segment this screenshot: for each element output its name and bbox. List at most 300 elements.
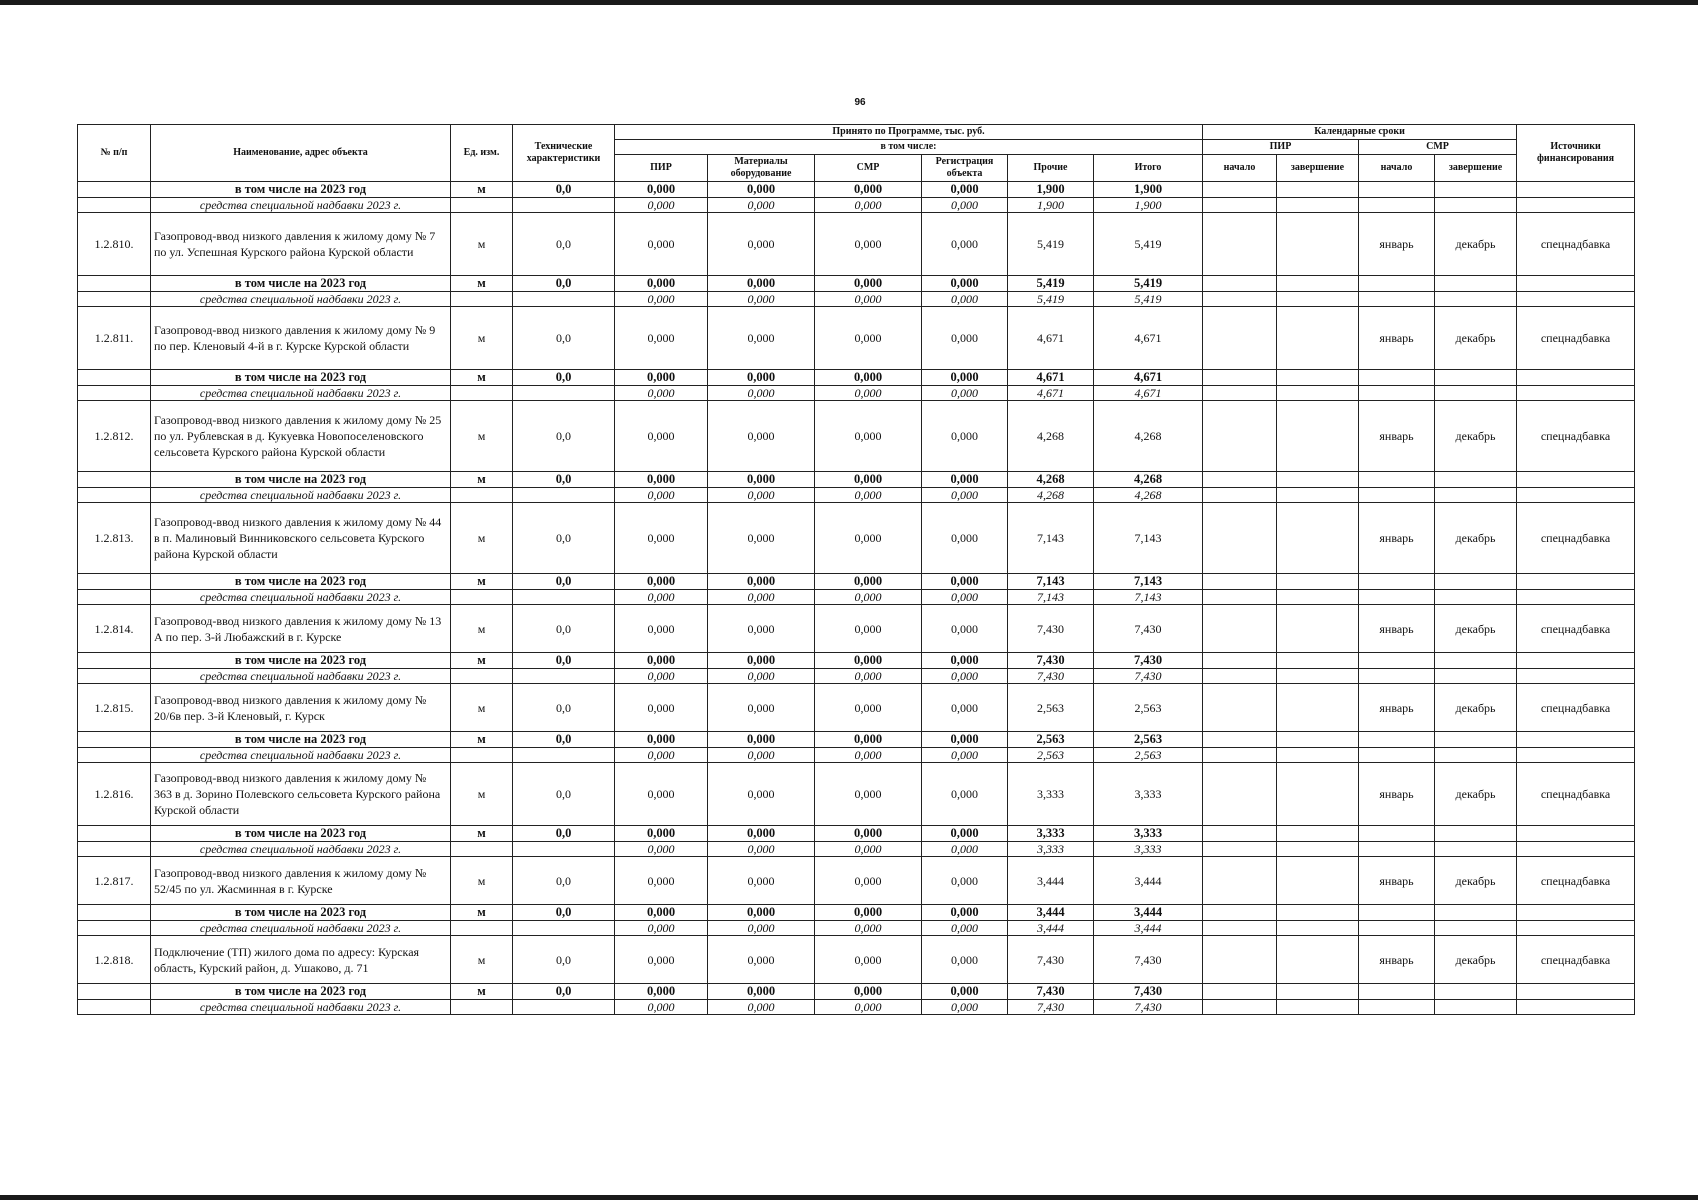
empty-cell bbox=[1517, 1000, 1635, 1015]
empty-cell bbox=[1359, 488, 1435, 503]
smr-end-cell: декабрь bbox=[1435, 213, 1517, 276]
year-subtotal-row bbox=[78, 905, 1635, 921]
smr-cell: 0,000 bbox=[815, 401, 922, 472]
row-number bbox=[78, 472, 151, 488]
empty-cell bbox=[1359, 653, 1435, 669]
total-cell: 3,333 bbox=[1094, 763, 1203, 826]
smr-end-cell: декабрь bbox=[1435, 857, 1517, 905]
row-number bbox=[78, 826, 151, 842]
empty-cell bbox=[1517, 182, 1635, 198]
pir-cell: 0,000 bbox=[615, 763, 708, 826]
header-name: Наименование, адрес объекта bbox=[151, 125, 451, 182]
pir-cell: 0,000 bbox=[615, 732, 708, 748]
total-cell: 7,430 bbox=[1094, 653, 1203, 669]
total-cell: 4,268 bbox=[1094, 401, 1203, 472]
object-name: Газопровод-ввод низкого давления к жилому дому № 363 в д. Зорино Полевского сельсовета Курского района Курской области bbox=[151, 763, 451, 826]
subtotal-label: в том числе на 2023 год bbox=[151, 370, 451, 386]
other-cell: 5,419 bbox=[1008, 292, 1094, 307]
registration-cell: 0,000 bbox=[922, 370, 1008, 386]
surcharge-label: средства специальной надбавки 2023 г. bbox=[151, 669, 451, 684]
empty-cell bbox=[1517, 732, 1635, 748]
scan-top-edge bbox=[0, 0, 1698, 5]
tech-cell: 0,0 bbox=[513, 276, 615, 292]
empty-cell bbox=[1435, 921, 1517, 936]
empty-cell bbox=[1203, 472, 1277, 488]
unit-cell: м bbox=[451, 732, 513, 748]
row-number bbox=[78, 1000, 151, 1015]
smr-cell: 0,000 bbox=[815, 921, 922, 936]
smr-cell: 0,000 bbox=[815, 213, 922, 276]
empty-cell bbox=[1517, 386, 1635, 401]
source-cell: спецнадбавка bbox=[1517, 936, 1635, 984]
subtotal-label: в том числе на 2023 год bbox=[151, 574, 451, 590]
empty-cell bbox=[1435, 905, 1517, 921]
empty-cell bbox=[1435, 276, 1517, 292]
other-cell: 5,419 bbox=[1008, 213, 1094, 276]
empty-cell bbox=[1203, 653, 1277, 669]
tech-cell: 0,0 bbox=[513, 857, 615, 905]
empty-cell bbox=[1359, 292, 1435, 307]
subtotal-label: в том числе на 2023 год bbox=[151, 472, 451, 488]
row-number bbox=[78, 276, 151, 292]
empty-cell bbox=[1517, 669, 1635, 684]
pir-cell: 0,000 bbox=[615, 684, 708, 732]
materials-cell: 0,000 bbox=[708, 905, 815, 921]
empty-cell bbox=[1359, 984, 1435, 1000]
unit-cell bbox=[451, 669, 513, 684]
empty-cell bbox=[1435, 198, 1517, 213]
materials-cell: 0,000 bbox=[708, 386, 815, 401]
registration-cell: 0,000 bbox=[922, 213, 1008, 276]
pir-cell: 0,000 bbox=[615, 503, 708, 574]
unit-cell: м bbox=[451, 857, 513, 905]
smr-cell: 0,000 bbox=[815, 198, 922, 213]
smr-cell: 0,000 bbox=[815, 653, 922, 669]
table-header bbox=[78, 125, 1635, 182]
pir-start-cell bbox=[1203, 213, 1277, 276]
header-unit: Ед. изм. bbox=[451, 125, 513, 182]
surcharge-label: средства специальной надбавки 2023 г. bbox=[151, 842, 451, 857]
special-surcharge-row bbox=[78, 590, 1635, 605]
unit-cell: м bbox=[451, 370, 513, 386]
smr-start-cell: январь bbox=[1359, 684, 1435, 732]
empty-cell bbox=[1203, 826, 1277, 842]
total-cell: 5,419 bbox=[1094, 276, 1203, 292]
empty-cell bbox=[1277, 472, 1359, 488]
tech-cell bbox=[513, 292, 615, 307]
header-pir-start: начало bbox=[1203, 155, 1277, 182]
special-surcharge-row bbox=[78, 488, 1635, 503]
special-surcharge-row bbox=[78, 198, 1635, 213]
tech-cell: 0,0 bbox=[513, 936, 615, 984]
other-cell: 2,563 bbox=[1008, 748, 1094, 763]
smr-cell: 0,000 bbox=[815, 276, 922, 292]
tech-cell: 0,0 bbox=[513, 905, 615, 921]
special-surcharge-row bbox=[78, 842, 1635, 857]
materials-cell: 0,000 bbox=[708, 574, 815, 590]
pir-cell: 0,000 bbox=[615, 1000, 708, 1015]
registration-cell: 0,000 bbox=[922, 605, 1008, 653]
object-name: Газопровод-ввод низкого давления к жилому дому № 25 по ул. Рублевская в д. Кукуевка Новопоселеновского сельсовета Курского района Курской области bbox=[151, 401, 451, 472]
object-row bbox=[78, 503, 1635, 574]
empty-cell bbox=[1277, 842, 1359, 857]
empty-cell bbox=[1517, 198, 1635, 213]
other-cell: 7,430 bbox=[1008, 669, 1094, 684]
registration-cell: 0,000 bbox=[922, 1000, 1008, 1015]
empty-cell bbox=[1517, 653, 1635, 669]
subtotal-label: в том числе на 2023 год bbox=[151, 826, 451, 842]
surcharge-label: средства специальной надбавки 2023 г. bbox=[151, 590, 451, 605]
smr-cell: 0,000 bbox=[815, 842, 922, 857]
empty-cell bbox=[1517, 472, 1635, 488]
row-number bbox=[78, 842, 151, 857]
empty-cell bbox=[1277, 669, 1359, 684]
tech-cell bbox=[513, 748, 615, 763]
pir-cell: 0,000 bbox=[615, 182, 708, 198]
other-cell: 3,333 bbox=[1008, 842, 1094, 857]
empty-cell bbox=[1435, 842, 1517, 857]
empty-cell bbox=[1203, 905, 1277, 921]
pir-cell: 0,000 bbox=[615, 292, 708, 307]
pir-end-cell bbox=[1277, 307, 1359, 370]
surcharge-label: средства специальной надбавки 2023 г. bbox=[151, 921, 451, 936]
total-cell: 7,143 bbox=[1094, 590, 1203, 605]
tech-cell: 0,0 bbox=[513, 574, 615, 590]
pir-cell: 0,000 bbox=[615, 936, 708, 984]
object-name: Газопровод-ввод низкого давления к жилому дому № 52/45 по ул. Жасминная в г. Курске bbox=[151, 857, 451, 905]
subtotal-label: в том числе на 2023 год bbox=[151, 984, 451, 1000]
year-subtotal-row bbox=[78, 574, 1635, 590]
pir-cell: 0,000 bbox=[615, 842, 708, 857]
smr-cell: 0,000 bbox=[815, 292, 922, 307]
empty-cell bbox=[1359, 842, 1435, 857]
empty-cell bbox=[1435, 732, 1517, 748]
special-surcharge-row bbox=[78, 1000, 1635, 1015]
pir-end-cell bbox=[1277, 503, 1359, 574]
header-cal-smr: СМР bbox=[1359, 140, 1517, 155]
total-cell: 4,671 bbox=[1094, 307, 1203, 370]
registration-cell: 0,000 bbox=[922, 732, 1008, 748]
object-name: Газопровод-ввод низкого давления к жилому дому № 7 по ул. Успешная Курского района Курской области bbox=[151, 213, 451, 276]
empty-cell bbox=[1517, 826, 1635, 842]
other-cell: 1,900 bbox=[1008, 198, 1094, 213]
pir-cell: 0,000 bbox=[615, 605, 708, 653]
smr-end-cell: декабрь bbox=[1435, 401, 1517, 472]
unit-cell bbox=[451, 748, 513, 763]
row-number bbox=[78, 984, 151, 1000]
tech-cell: 0,0 bbox=[513, 826, 615, 842]
materials-cell: 0,000 bbox=[708, 503, 815, 574]
empty-cell bbox=[1277, 653, 1359, 669]
smr-cell: 0,000 bbox=[815, 472, 922, 488]
empty-cell bbox=[1203, 669, 1277, 684]
header-smr: СМР bbox=[815, 155, 922, 182]
row-number: 1.2.812. bbox=[78, 401, 151, 472]
object-name: Подключение (ТП) жилого дома по адресу: Курская область, Курский район, д. Ушаково, д. 71 bbox=[151, 936, 451, 984]
pir-start-cell bbox=[1203, 763, 1277, 826]
pir-end-cell bbox=[1277, 401, 1359, 472]
row-number: 1.2.814. bbox=[78, 605, 151, 653]
total-cell: 7,430 bbox=[1094, 605, 1203, 653]
year-subtotal-row bbox=[78, 472, 1635, 488]
row-number: 1.2.818. bbox=[78, 936, 151, 984]
empty-cell bbox=[1203, 386, 1277, 401]
surcharge-label: средства специальной надбавки 2023 г. bbox=[151, 292, 451, 307]
pir-start-cell bbox=[1203, 605, 1277, 653]
total-cell: 3,444 bbox=[1094, 921, 1203, 936]
smr-end-cell: декабрь bbox=[1435, 503, 1517, 574]
empty-cell bbox=[1435, 669, 1517, 684]
pir-cell: 0,000 bbox=[615, 669, 708, 684]
total-cell: 2,563 bbox=[1094, 732, 1203, 748]
total-cell: 2,563 bbox=[1094, 748, 1203, 763]
registration-cell: 0,000 bbox=[922, 276, 1008, 292]
unit-cell bbox=[451, 842, 513, 857]
object-row bbox=[78, 213, 1635, 276]
registration-cell: 0,000 bbox=[922, 386, 1008, 401]
registration-cell: 0,000 bbox=[922, 826, 1008, 842]
empty-cell bbox=[1277, 905, 1359, 921]
row-number bbox=[78, 182, 151, 198]
registration-cell: 0,000 bbox=[922, 905, 1008, 921]
empty-cell bbox=[1277, 984, 1359, 1000]
empty-cell bbox=[1435, 292, 1517, 307]
tech-cell bbox=[513, 669, 615, 684]
smr-cell: 0,000 bbox=[815, 370, 922, 386]
materials-cell: 0,000 bbox=[708, 669, 815, 684]
registration-cell: 0,000 bbox=[922, 684, 1008, 732]
source-cell: спецнадбавка bbox=[1517, 605, 1635, 653]
empty-cell bbox=[1277, 732, 1359, 748]
program-table bbox=[77, 124, 1635, 1015]
materials-cell: 0,000 bbox=[708, 605, 815, 653]
unit-cell: м bbox=[451, 182, 513, 198]
empty-cell bbox=[1277, 386, 1359, 401]
pir-cell: 0,000 bbox=[615, 198, 708, 213]
empty-cell bbox=[1435, 984, 1517, 1000]
source-cell: спецнадбавка bbox=[1517, 763, 1635, 826]
empty-cell bbox=[1203, 488, 1277, 503]
unit-cell: м bbox=[451, 276, 513, 292]
pir-cell: 0,000 bbox=[615, 748, 708, 763]
other-cell: 7,143 bbox=[1008, 503, 1094, 574]
unit-cell: м bbox=[451, 307, 513, 370]
total-cell: 4,671 bbox=[1094, 386, 1203, 401]
smr-cell: 0,000 bbox=[815, 503, 922, 574]
source-cell: спецнадбавка bbox=[1517, 213, 1635, 276]
other-cell: 7,430 bbox=[1008, 984, 1094, 1000]
unit-cell: м bbox=[451, 684, 513, 732]
empty-cell bbox=[1517, 905, 1635, 921]
empty-cell bbox=[1277, 370, 1359, 386]
header-number: № п/п bbox=[78, 125, 151, 182]
header-sources: Источники финансирования bbox=[1517, 125, 1635, 182]
unit-cell bbox=[451, 198, 513, 213]
unit-cell: м bbox=[451, 503, 513, 574]
source-cell: спецнадбавка bbox=[1517, 503, 1635, 574]
smr-end-cell: декабрь bbox=[1435, 307, 1517, 370]
unit-cell: м bbox=[451, 472, 513, 488]
tech-cell: 0,0 bbox=[513, 503, 615, 574]
materials-cell: 0,000 bbox=[708, 198, 815, 213]
special-surcharge-row bbox=[78, 292, 1635, 307]
other-cell: 4,671 bbox=[1008, 386, 1094, 401]
registration-cell: 0,000 bbox=[922, 669, 1008, 684]
row-number: 1.2.811. bbox=[78, 307, 151, 370]
pir-cell: 0,000 bbox=[615, 574, 708, 590]
total-cell: 7,143 bbox=[1094, 574, 1203, 590]
registration-cell: 0,000 bbox=[922, 488, 1008, 503]
registration-cell: 0,000 bbox=[922, 936, 1008, 984]
empty-cell bbox=[1203, 921, 1277, 936]
year-subtotal-row bbox=[78, 653, 1635, 669]
smr-cell: 0,000 bbox=[815, 905, 922, 921]
empty-cell bbox=[1277, 590, 1359, 605]
registration-cell: 0,000 bbox=[922, 842, 1008, 857]
empty-cell bbox=[1359, 590, 1435, 605]
pir-cell: 0,000 bbox=[615, 307, 708, 370]
smr-cell: 0,000 bbox=[815, 748, 922, 763]
pir-end-cell bbox=[1277, 213, 1359, 276]
header-including: в том числе: bbox=[615, 140, 1203, 155]
smr-start-cell: январь bbox=[1359, 857, 1435, 905]
registration-cell: 0,000 bbox=[922, 472, 1008, 488]
tech-cell: 0,0 bbox=[513, 763, 615, 826]
total-cell: 3,444 bbox=[1094, 905, 1203, 921]
empty-cell bbox=[1277, 198, 1359, 213]
empty-cell bbox=[1277, 292, 1359, 307]
registration-cell: 0,000 bbox=[922, 748, 1008, 763]
header-cal-pir: ПИР bbox=[1203, 140, 1359, 155]
total-cell: 4,268 bbox=[1094, 488, 1203, 503]
row-number: 1.2.817. bbox=[78, 857, 151, 905]
materials-cell: 0,000 bbox=[708, 370, 815, 386]
other-cell: 7,430 bbox=[1008, 1000, 1094, 1015]
materials-cell: 0,000 bbox=[708, 182, 815, 198]
tech-cell: 0,0 bbox=[513, 401, 615, 472]
other-cell: 4,268 bbox=[1008, 401, 1094, 472]
row-number bbox=[78, 386, 151, 401]
empty-cell bbox=[1435, 653, 1517, 669]
empty-cell bbox=[1359, 276, 1435, 292]
empty-cell bbox=[1517, 748, 1635, 763]
object-name: Газопровод-ввод низкого давления к жилому дому № 20/6в пер. 3-й Кленовый, г. Курск bbox=[151, 684, 451, 732]
source-cell: спецнадбавка bbox=[1517, 401, 1635, 472]
pir-start-cell bbox=[1203, 307, 1277, 370]
header-smr-end: завершение bbox=[1435, 155, 1517, 182]
pir-end-cell bbox=[1277, 763, 1359, 826]
smr-start-cell: январь bbox=[1359, 213, 1435, 276]
pir-end-cell bbox=[1277, 605, 1359, 653]
empty-cell bbox=[1435, 748, 1517, 763]
total-cell: 7,430 bbox=[1094, 1000, 1203, 1015]
object-row bbox=[78, 401, 1635, 472]
tech-cell bbox=[513, 1000, 615, 1015]
registration-cell: 0,000 bbox=[922, 763, 1008, 826]
materials-cell: 0,000 bbox=[708, 763, 815, 826]
empty-cell bbox=[1277, 574, 1359, 590]
smr-cell: 0,000 bbox=[815, 669, 922, 684]
pir-cell: 0,000 bbox=[615, 857, 708, 905]
other-cell: 5,419 bbox=[1008, 276, 1094, 292]
unit-cell: м bbox=[451, 763, 513, 826]
smr-cell: 0,000 bbox=[815, 488, 922, 503]
smr-end-cell: декабрь bbox=[1435, 936, 1517, 984]
materials-cell: 0,000 bbox=[708, 401, 815, 472]
tech-cell bbox=[513, 590, 615, 605]
smr-cell: 0,000 bbox=[815, 684, 922, 732]
smr-cell: 0,000 bbox=[815, 1000, 922, 1015]
header-total: Итого bbox=[1094, 155, 1203, 182]
materials-cell: 0,000 bbox=[708, 488, 815, 503]
source-cell: спецнадбавка bbox=[1517, 307, 1635, 370]
object-row bbox=[78, 684, 1635, 732]
unit-cell bbox=[451, 921, 513, 936]
pir-cell: 0,000 bbox=[615, 370, 708, 386]
total-cell: 1,900 bbox=[1094, 198, 1203, 213]
row-number bbox=[78, 732, 151, 748]
materials-cell: 0,000 bbox=[708, 936, 815, 984]
empty-cell bbox=[1203, 984, 1277, 1000]
year-subtotal-row bbox=[78, 370, 1635, 386]
empty-cell bbox=[1517, 574, 1635, 590]
other-cell: 1,900 bbox=[1008, 182, 1094, 198]
header-registration: Регистрация объекта bbox=[922, 155, 1008, 182]
pir-end-cell bbox=[1277, 857, 1359, 905]
pir-start-cell bbox=[1203, 401, 1277, 472]
materials-cell: 0,000 bbox=[708, 1000, 815, 1015]
materials-cell: 0,000 bbox=[708, 276, 815, 292]
registration-cell: 0,000 bbox=[922, 857, 1008, 905]
pir-cell: 0,000 bbox=[615, 826, 708, 842]
registration-cell: 0,000 bbox=[922, 574, 1008, 590]
empty-cell bbox=[1203, 182, 1277, 198]
total-cell: 7,143 bbox=[1094, 503, 1203, 574]
empty-cell bbox=[1203, 1000, 1277, 1015]
empty-cell bbox=[1277, 921, 1359, 936]
total-cell: 2,563 bbox=[1094, 684, 1203, 732]
empty-cell bbox=[1435, 182, 1517, 198]
tech-cell: 0,0 bbox=[513, 472, 615, 488]
subtotal-label: в том числе на 2023 год bbox=[151, 276, 451, 292]
empty-cell bbox=[1359, 669, 1435, 684]
empty-cell bbox=[1277, 182, 1359, 198]
empty-cell bbox=[1435, 590, 1517, 605]
smr-start-cell: январь bbox=[1359, 401, 1435, 472]
empty-cell bbox=[1277, 1000, 1359, 1015]
unit-cell bbox=[451, 1000, 513, 1015]
object-row bbox=[78, 936, 1635, 984]
pir-cell: 0,000 bbox=[615, 921, 708, 936]
materials-cell: 0,000 bbox=[708, 472, 815, 488]
total-cell: 4,671 bbox=[1094, 370, 1203, 386]
smr-end-cell: декабрь bbox=[1435, 763, 1517, 826]
other-cell: 7,143 bbox=[1008, 574, 1094, 590]
header-other: Прочие bbox=[1008, 155, 1094, 182]
pir-end-cell bbox=[1277, 936, 1359, 984]
registration-cell: 0,000 bbox=[922, 653, 1008, 669]
empty-cell bbox=[1359, 370, 1435, 386]
unit-cell: м bbox=[451, 213, 513, 276]
subtotal-label: в том числе на 2023 год bbox=[151, 653, 451, 669]
year-subtotal-row bbox=[78, 826, 1635, 842]
empty-cell bbox=[1359, 574, 1435, 590]
total-cell: 7,430 bbox=[1094, 936, 1203, 984]
empty-cell bbox=[1435, 574, 1517, 590]
tech-cell: 0,0 bbox=[513, 984, 615, 1000]
tech-cell: 0,0 bbox=[513, 370, 615, 386]
smr-start-cell: январь bbox=[1359, 763, 1435, 826]
